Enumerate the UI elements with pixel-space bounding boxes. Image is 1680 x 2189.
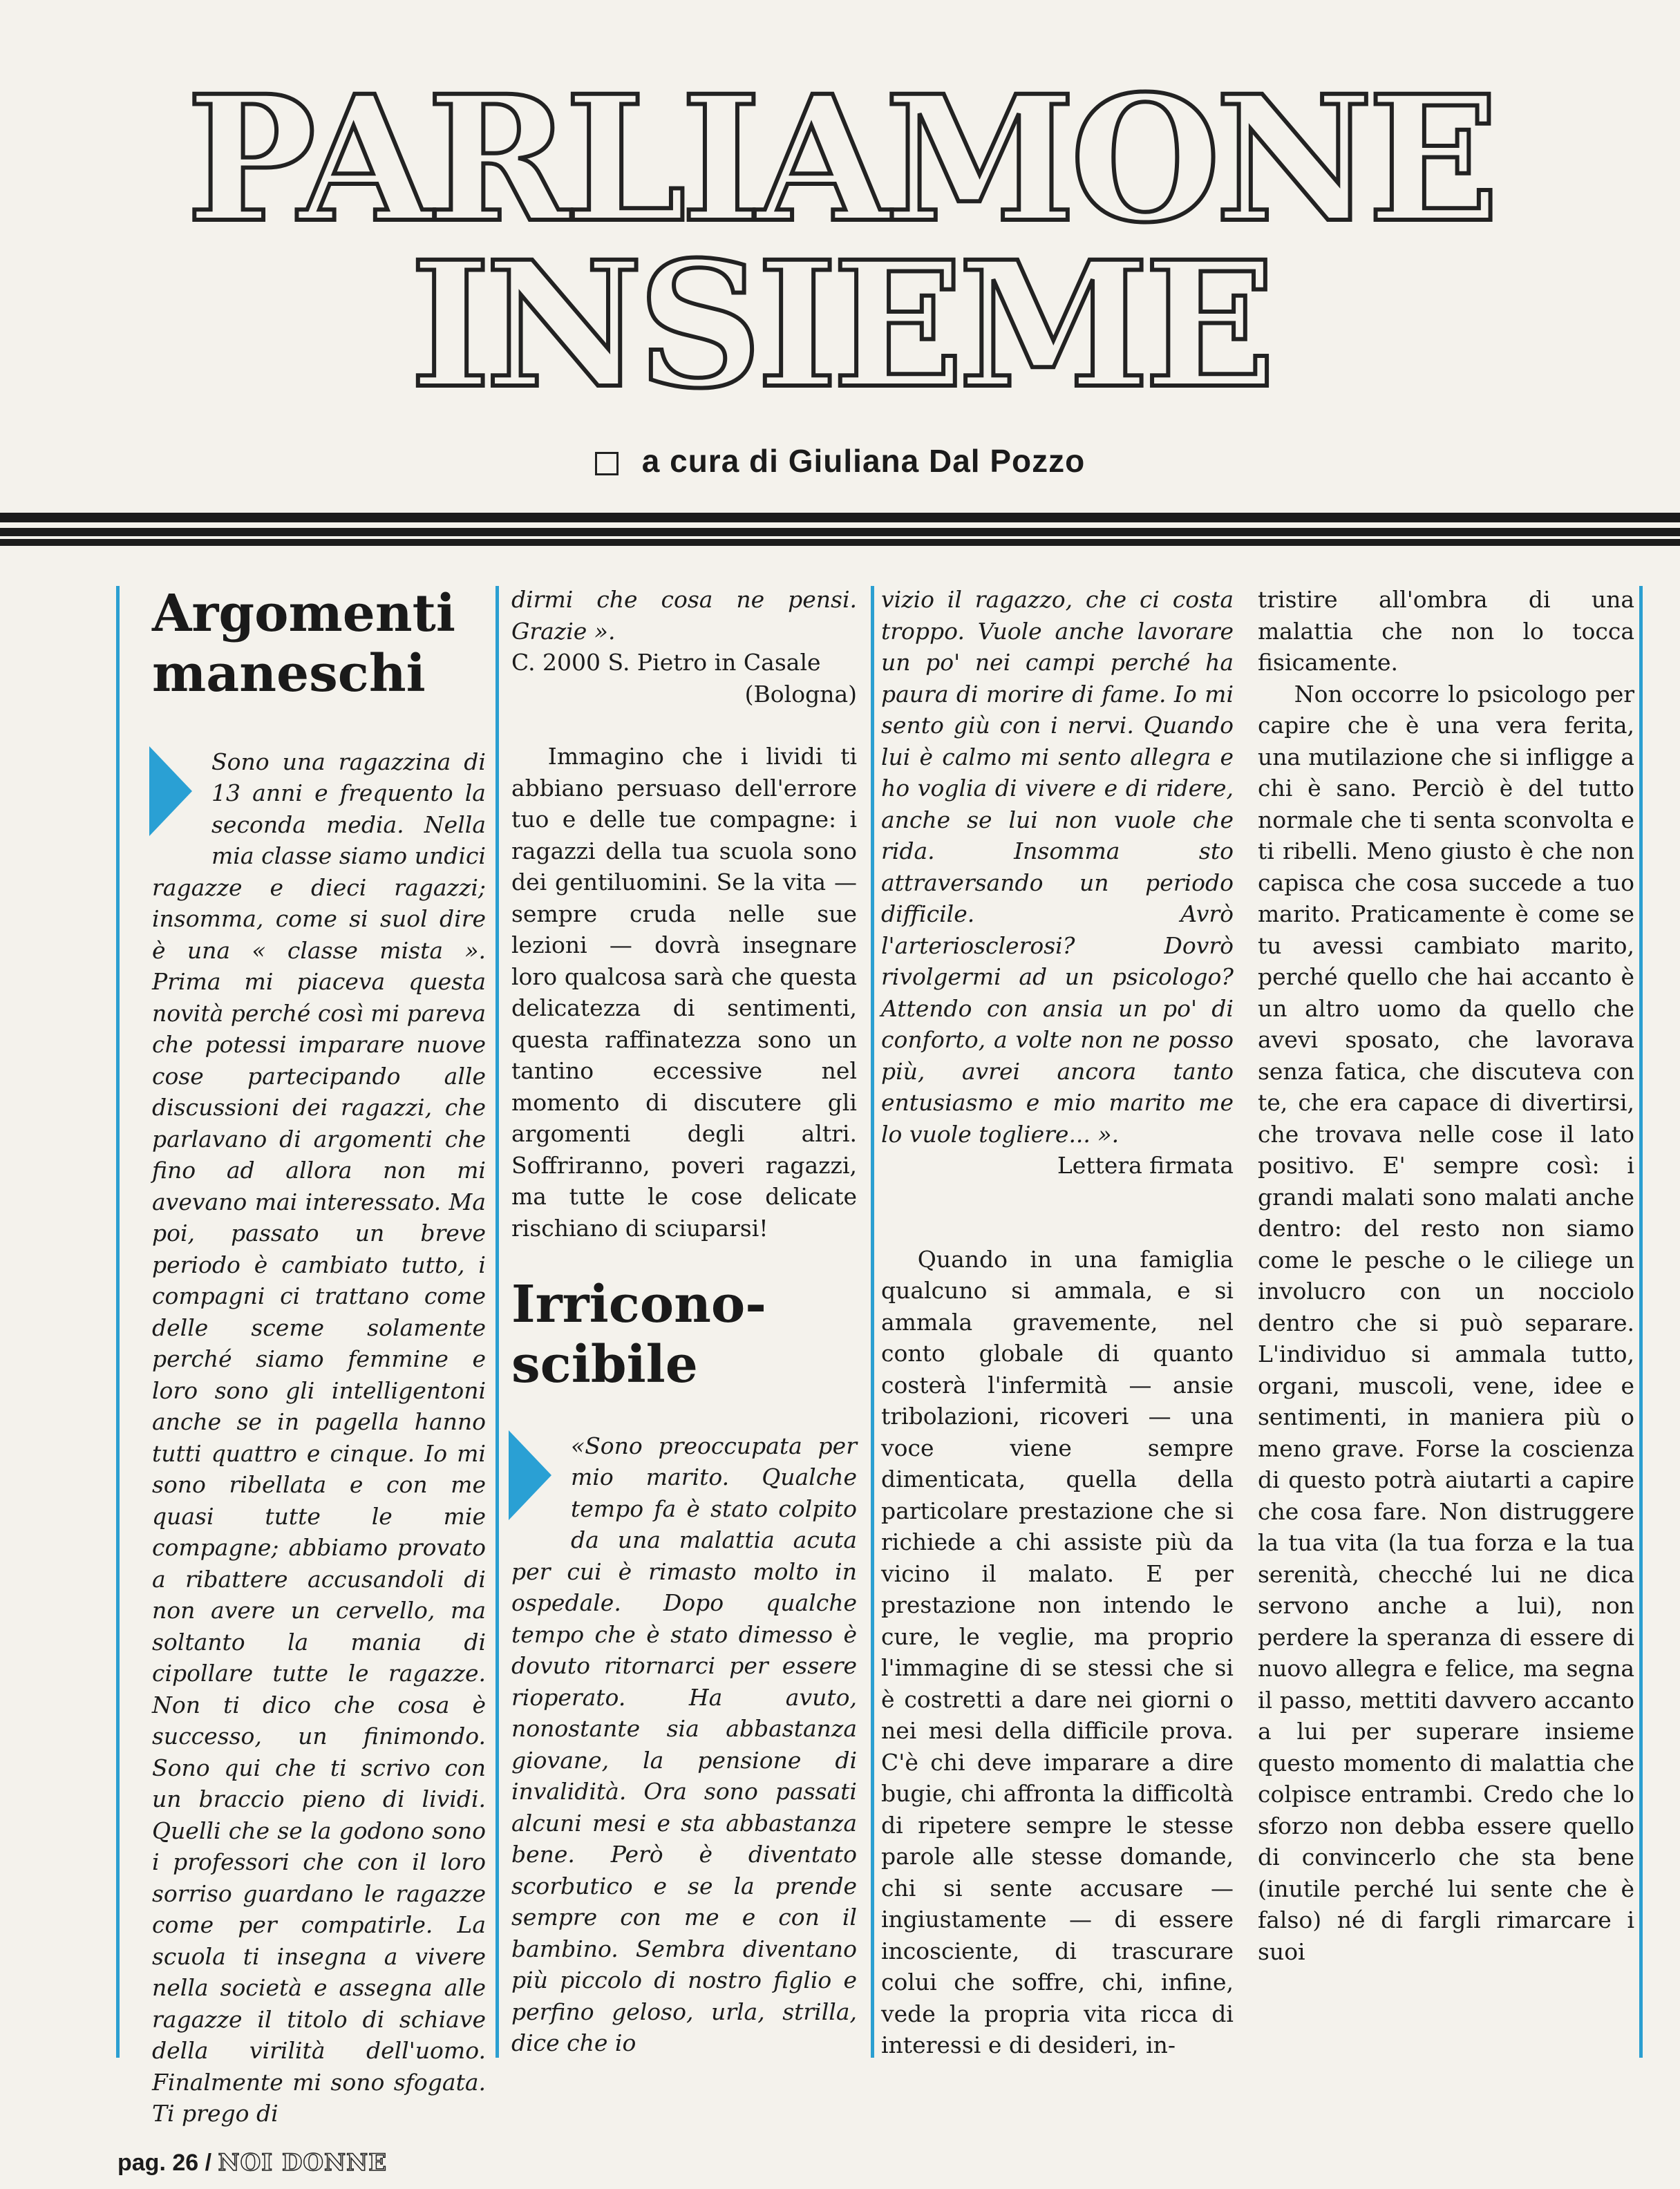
header-rule [0, 528, 1680, 536]
triangle-marker-icon [509, 1430, 551, 1520]
column-1 [152, 584, 487, 2128]
letter-signature-place: (Bologna) [744, 680, 857, 708]
heading-line: scibile [511, 1335, 698, 1395]
editor-reply: Immagino che i lividi ti abbiano persuaso dell'errore tuo e delle tue compagne: i ragazzi della tua scuola sono dei gentiluomini. Se la vita — sempre cruda nelle sue lezioni — dovrà insegnare loro qualcosa sarà che questa delicatezza di sentimenti, questa raffinatezza sono un tantino eccessive nel momento di discutere gli argomenti degli altri. Soffriranno, poveri ragazzi, ma tutte le cose delicate rischiano di sciuparsi! [511, 743, 857, 1242]
article-heading [511, 1275, 857, 1396]
magazine-name: NOI DONNE [218, 2149, 388, 2177]
column-4 [1258, 584, 1634, 2056]
header-rule [0, 539, 1680, 546]
triangle-marker-icon [149, 746, 192, 836]
page-title-line1: PARLIAMONE [186, 57, 1494, 260]
article-heading: Argomenti maneschi [152, 584, 455, 704]
reader-letter-end: dirmi che cosa ne pensi. Grazie ». [511, 586, 857, 645]
header-rule [0, 513, 1680, 522]
column-divider [871, 586, 874, 2058]
column-3 [881, 584, 1234, 2056]
column-divider [1639, 586, 1643, 2058]
letter-signature: Lettera firmata [1057, 1152, 1234, 1179]
reader-letter: «Sono preoccupata per mio marito. Qualche tempo fa è stato colpito da una malattia acuta per cui è rimasto molto in ospedale. Dopo qualche tempo che è stato dimesso è dovuto ritornarci per essere rioperato. Ha avuto, nonostante sia abbastanza giovane, la pensione di invalidità. Ora sono passati alcuni mesi e sta abbastanza bene. Però è diventato scorbutico e se la prende sempre con me e con il bambino. Sembra diventano più piccolo di nostro figlio e perfino geloso, urla, strilla, dice che io [511, 1432, 857, 2057]
editor-reply-continued: tristire all'ombra di una malattia che non lo tocca fisicamente. [1258, 586, 1634, 676]
letter-signature: C. 2000 S. Pietro in Casale [511, 649, 821, 676]
page-footer [117, 2149, 387, 2177]
column-divider [495, 586, 499, 2058]
editor-reply-paragraph: Non occorre lo psicologo per capire che è una vera ferita, una mutilazione che si infligge a chi è sano. Perciò è del tutto normale che ti senta sconvolta e ti ribelli. Meno giusto è che non capisca che cosa succede a tuo marito. Praticamente è come se tu avessi cambiato marito, perché quello che hai accanto è un altro uomo da quello che avevi sposato, che lavorava senza fatica, che discuteva con te, che era capace di divertirsi, che trovava nelle cose il lato positivo. E' sempre così: i grandi malati sono malati anche dentro: del resto non siamo come le pesche o le ciliege un involucro con un nocciolo dentro che si può separare. L'individuo si ammala tutto, organi, muscoli, vene, idee e sentimenti, in maniera più o meno grave. Forse la coscienza di questo potrà aiutarti a capire che cosa fare. Non distruggere la tua vita (la tua forza e la tua serenità, checché lui ne dica servono anche a lui), non perdere la speranza di essere di nuovo allegra e felice, ma segna il passo, mettiti davvero accanto a lui per superare insieme questo momento di malattia che colpisce entrambi. Credo che lo sforzo non debba essere quello di convincerlo che sta bene (inutile perché lui sente che è falso) né di fargli rimarcare i suoi [1258, 680, 1634, 1965]
heading-line: Irricono- [511, 1275, 766, 1334]
editor-reply: Quando in una famiglia qualcuno si ammala, e si ammala gravemente, nel conto globale di quanto costerà l'infermità — ansie tribolazioni, ricoveri — una voce viene sempre dimenticata, quella della particolare prestazione che si richiede a chi assiste più da vicino il malato. E per prestazione non intendo le cure, le veglie, ma proprio l'immagine di se stessi che si è costretti a dare nei giorni o nei mesi della difficile prova. C'è chi deve imparare a dire bugie, chi affronta la difficoltà di ripetere sempre le stesse parole alle stesse domande, chi si sente accusare — ingiustamente — di essere incosciente, di trascurare colui che soffre, chi, infine, vede la propria vita ricca di interessi e di desideri, in- [881, 1245, 1234, 2058]
curator-text: a cura di Giuliana Dal Pozzo [641, 443, 1086, 479]
column-divider [116, 586, 120, 2058]
column-2 [511, 584, 857, 2056]
page-title-line2: INSIEME [410, 223, 1270, 426]
reader-letter-end: vizio il ragazzo, che ci costa troppo. Vuole anche lavorare un po' nei campi perché ha paura di morire di fame. Io mi sento giù con i nervi. Quando lui è calmo mi sento allegra e ho voglia di vivere e di ridere, anche se lui non vuole che rida. Insomma sto attraversando un periodo difficile. Avrò l'arteriosclerosi? Dovrò rivolgermi ad un psicologo? Attendo con ansia un po' di conforto, a volte non ne posso più, avrei ancora tanto entusiasmo e mio marito me lo vuole togliere... ». [881, 586, 1234, 1148]
reader-letter: Sono una ragazzina di 13 anni e frequento la seconda media. Nella mia classe siamo undici ragazze e dieci ragazzi; insomma, come si suol dire è una « classe mista ». Prima mi piaceva questa novità perché così mi pareva che potessi imparare nuove cose partecipando alle discussioni dei ragazzi, che parlavano di argomenti che fino ad allora non mi avevano mai interessato. Ma poi, passato un breve periodo è cambiato tutto, i compagni ci trattano come delle sceme solamente perché siamo femmine e loro sono gli intelligentoni anche se in pagella hanno tutti quattro e cinque. Io mi sono ribellata e con me quasi tutte le mie compagne; abbiamo provato a ribattere accusandoli di non avere un cervello, ma soltanto la mania di cipollare tutte le ragazze. Non ti dico che cosa è successo, un finimondo. Sono qui che ti scrivo con un braccio pieno di lividi. Quelli che se la godono sono i professori che con il loro sorriso guardano le ragazze come per compatirle. La scuola ti insegna a vivere nella società e assegna alle ragazze il titolo di schiave della virilità dell'uomo. Finalmente mi sono sfogata. Ti prego di [152, 748, 487, 2128]
square-bullet-icon [595, 452, 619, 475]
curator-line [0, 442, 1680, 480]
page-number: pag. 26 / [117, 2150, 212, 2176]
